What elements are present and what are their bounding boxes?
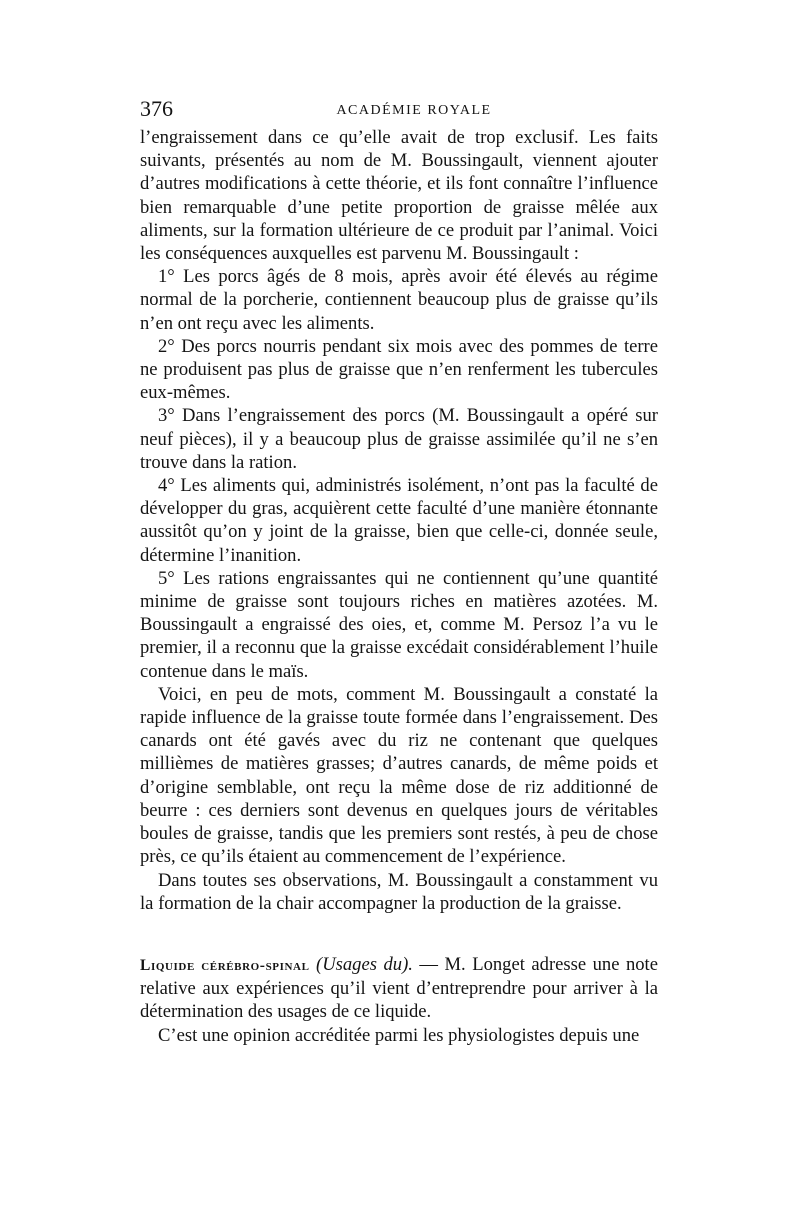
paragraph-point-1: 1° Les porcs âgés de 8 mois, après avoir été élevés au régime normal de la porcherie, contiennent beaucoup plus de graisse qu’ils n’en ont reçu avec les aliments.	[140, 266, 658, 334]
page-number: 376	[140, 96, 173, 121]
paragraph-ducks-experiment: Voici, en peu de mots, comment M. Boussingault a constaté la rapide influence de la graisse toute formée dans l’engraissement. Des canards ont été gavés avec du riz ne contenant que quelques millièmes de matières grasses; d’autres canards, de même poids et d’origine semblable, ont reçu la même dose de riz additionné de beurre : ces derniers sont devenus en quelques jours de véritables boules de graisse, tandis que les premiers sont restés, à peu de chose près, ce qu’ils étaient au commencement de l’expérience.	[140, 683, 658, 868]
paragraph-point-2: 2° Des porcs nourris pendant six mois avec des pommes de terre ne produisent pas plus de graisse que n’en renferment les tubercules eux-mêmes.	[140, 335, 658, 404]
section-heading: Liquide cérébro-spinal	[140, 956, 310, 974]
paragraph-point-4: 4° Les aliments qui, administrés isolément, n’ont pas la faculté de développer du gras, acquièrent cette faculté d’une manière étonnante aussitôt qu’on y joint de la graisse, bien que celle-ci, donnée seule, détermine l’inanition.	[140, 475, 658, 566]
section-intro-text: — M. Longet adresse une note relative aux expériences qu’il vient d’entreprendre pour arriver à la détermination des usages de ce liquide.	[140, 953, 658, 1023]
paragraph-continuation: l’engraissement dans ce qu’elle avait de trop exclusif. Les faits suivants, présentés au nom de M. Boussingault, viennent ajouter d’autres modifications à cette théorie, et ils font connaître l’influence bien remarquable d’une petite proportion de graisse mêlée aux aliments, sur la formation ultérieure de ce produit par l’animal. Voici les conséquences auxquelles est parvenu M. Boussingault :	[140, 127, 658, 265]
paragraph-point-3: 3° Dans l’engraissement des porcs (M. Boussingault a opéré sur neuf pièces), il y a beaucoup plus de graisse assimilée qu’il ne s’en trouve dans la ration.	[140, 405, 658, 473]
document-page	[140, 96, 658, 1047]
running-head	[140, 96, 658, 126]
running-title: ACADÉMIE ROYALE	[336, 103, 492, 118]
section-subheading: (Usages du).	[316, 953, 413, 975]
section-last-paragraph: C’est une opinion accréditée parmi les physiologistes depuis une	[158, 1024, 640, 1046]
body-text	[140, 126, 658, 1047]
section-intro-paragraph	[140, 953, 658, 1024]
section-spacer	[140, 915, 658, 953]
paragraph-point-5: 5° Les rations engraissantes qui ne contiennent qu’une quantité minime de graisse sont toujours riches en matières azotées. M. Boussingault a engraissé des oies, et, comme M. Persoz l’a vu le premier, il a reconnu que la graisse excédait considérablement l’huile contenue dans le maïs.	[140, 567, 658, 682]
paragraph-conclusion: Dans toutes ses observations, M. Boussingault a constamment vu la formation de la chair accompagner la production de la graisse.	[140, 869, 658, 914]
